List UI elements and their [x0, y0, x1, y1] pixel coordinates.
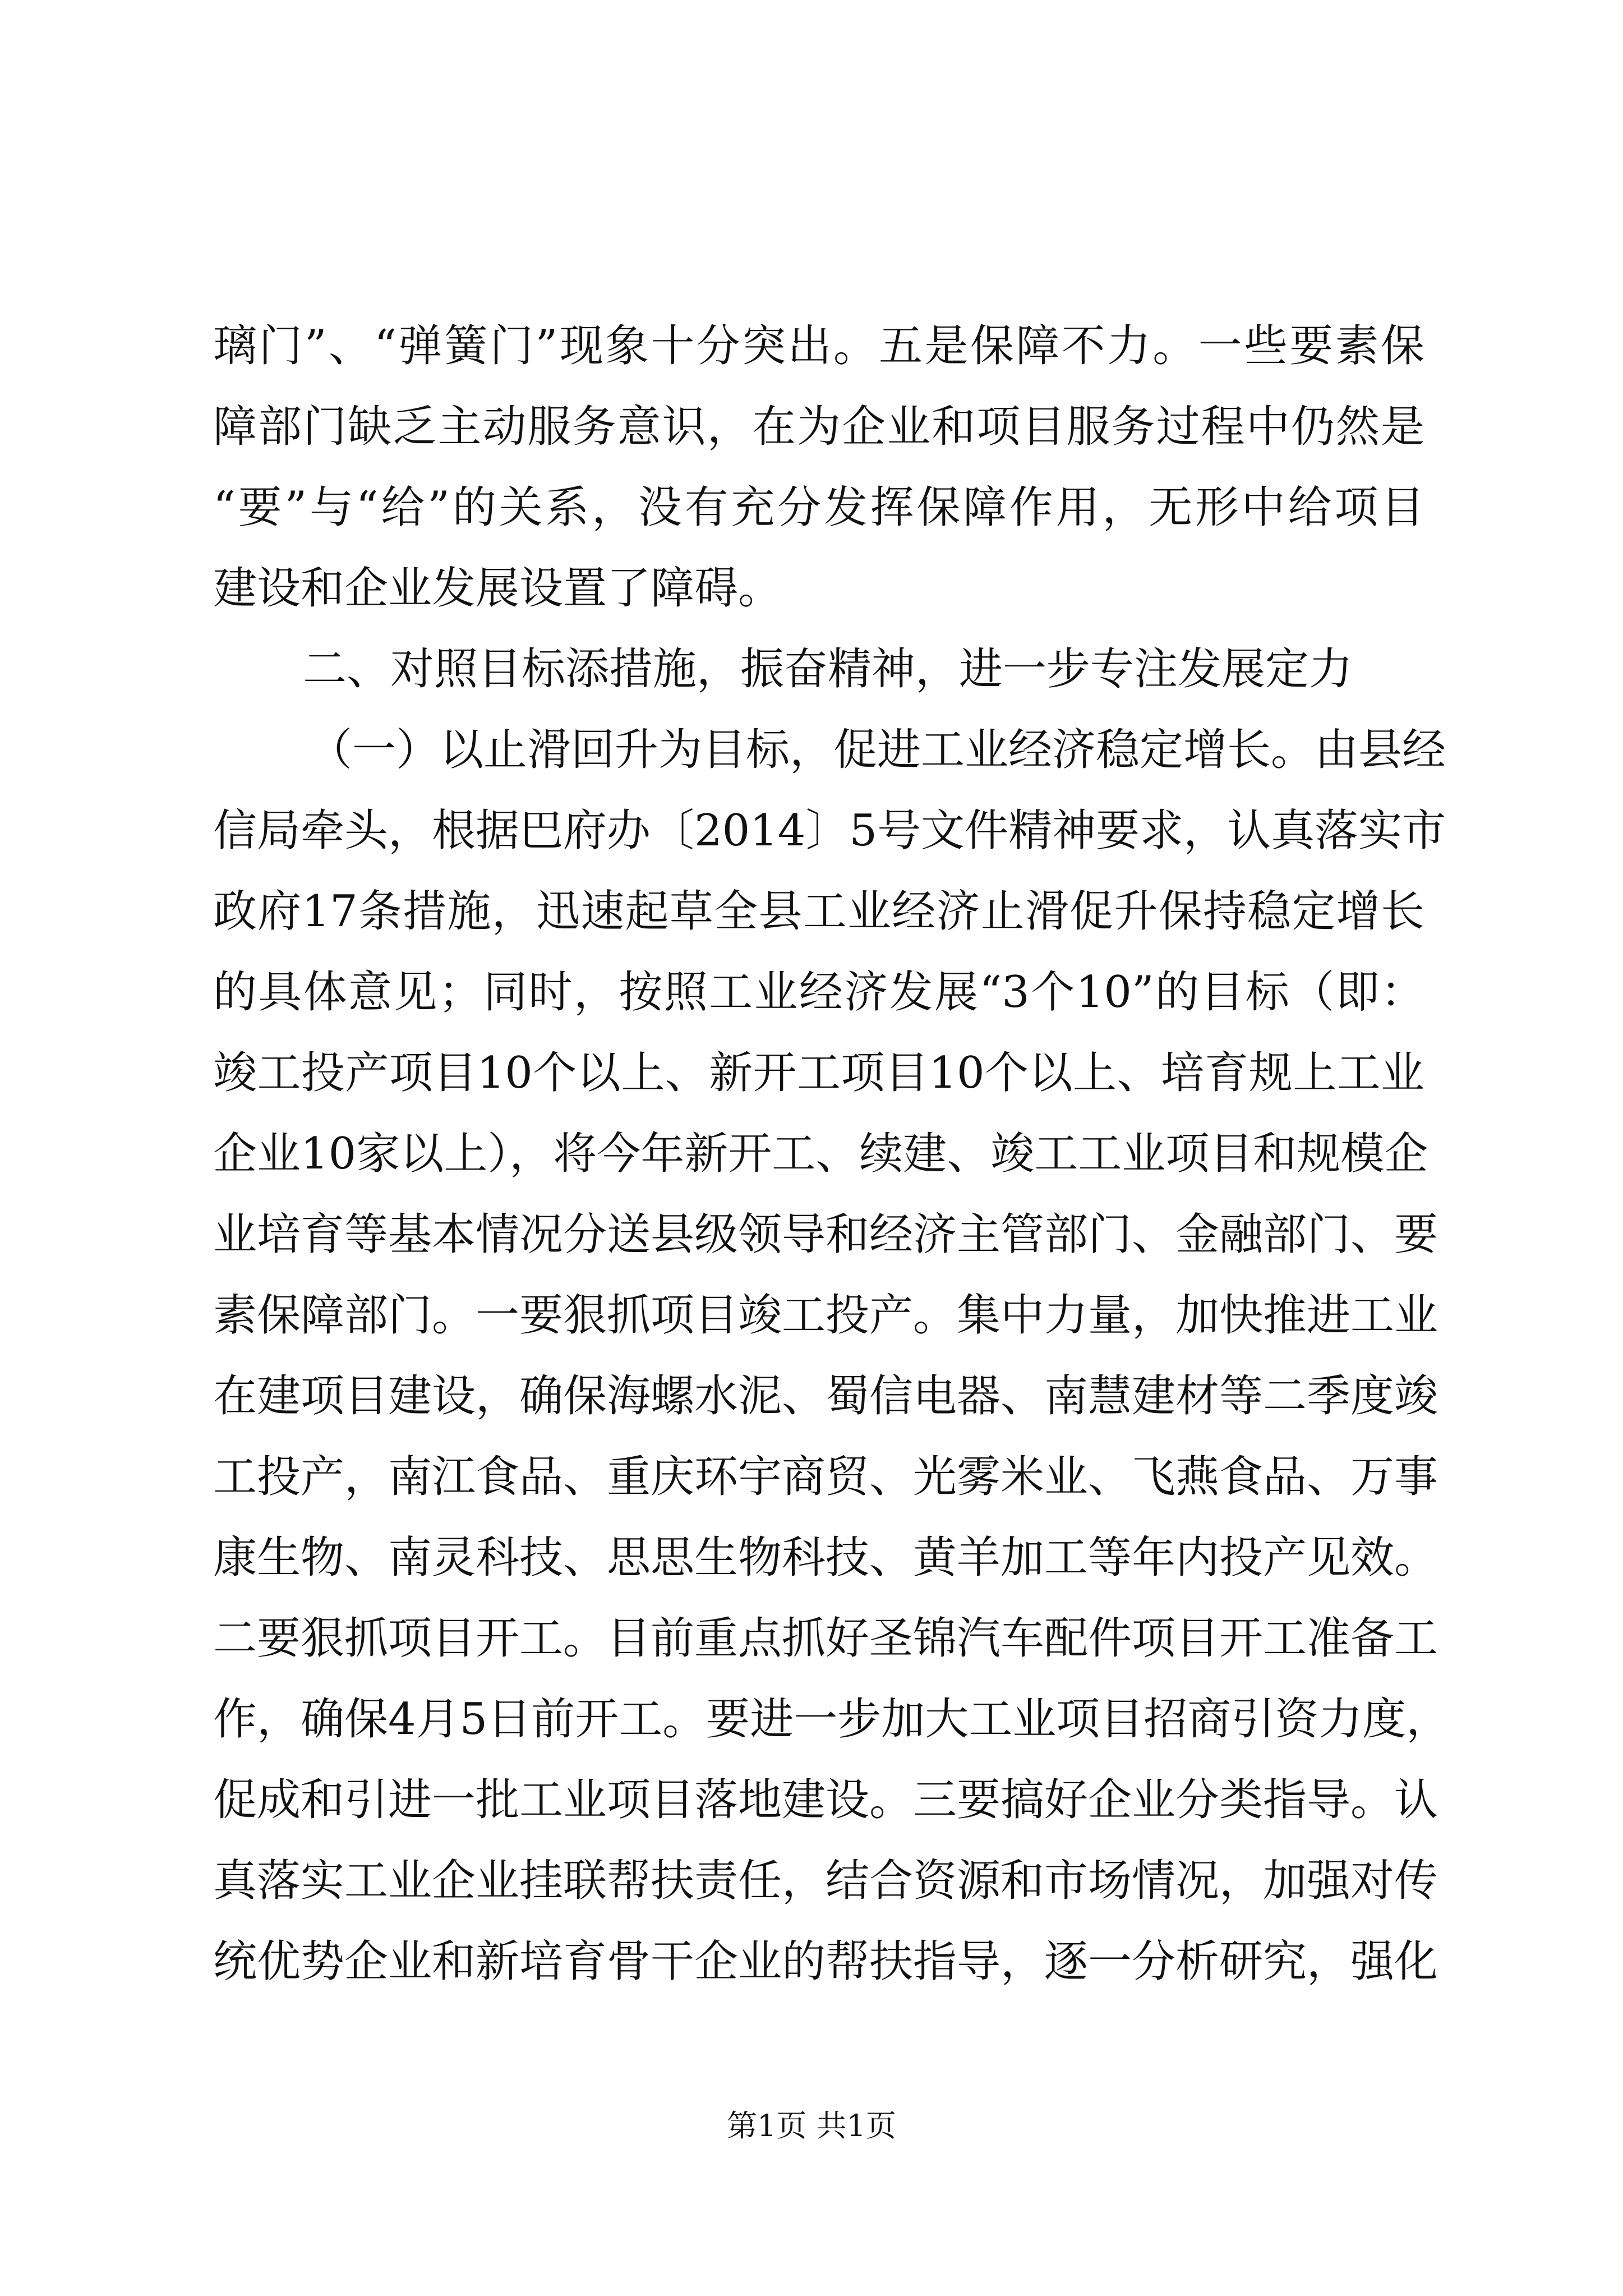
page-footer — [0, 2104, 1623, 2148]
subsection-first-line: （一）以止滑回升为目标，促进工业经济稳定增长。由县经 — [308, 725, 1446, 775]
text-line: 真落实工业企业挂联帮扶责任，结合资源和市场情况，加强对传 — [213, 1856, 1438, 1906]
text-line: 素保障部门。一要狠抓项目竣工投产。集中力量，加快推进工业 — [213, 1290, 1438, 1341]
page-number: 第1页 共1页 — [727, 2108, 896, 2143]
text-line: 的具体意见；同时，按照工业经济发展“3个10”的目标（即： — [213, 967, 1424, 1018]
text-line: 企业10家以上），将今年新开工、续建、竣工工业项目和规模企 — [213, 1129, 1428, 1179]
text-line: 促成和引进一批工业项目落地建设。三要搞好企业分类指导。认 — [213, 1775, 1438, 1825]
text-line: 在建项目建设，确保海螺水泥、蜀信电器、南慧建材等二季度竣 — [213, 1371, 1438, 1421]
text-line: 二要狠抓项目开工。目前重点抓好圣锦汽车配件项目开工准备工 — [213, 1613, 1438, 1664]
text-line: 业培育等基本情况分送县级领导和经济主管部门、金融部门、要 — [213, 1209, 1438, 1260]
section-heading: 二、对照目标添措施，振奋精神，进一步专注发展定力 — [303, 644, 1353, 694]
body-text — [213, 306, 1450, 2002]
text-line: 工投产，南江食品、重庆环宇商贸、光雾米业、飞燕食品、万事 — [213, 1452, 1438, 1502]
text-line: 璃门”、“弹簧门”现象十分突出。五是保障不力。一些要素保 — [213, 321, 1424, 371]
text-line: 障部门缺乏主动服务意识，在为企业和项目服务过程中仍然是 — [213, 402, 1424, 452]
text-line: “要”与“给”的关系，没有充分发挥保障作用，无形中给项目 — [213, 482, 1424, 533]
text-line: 竣工投产项目10个以上、新开工项目10个以上、培育规上工业 — [213, 1048, 1424, 1098]
text-line: 建设和企业发展设置了障碍。 — [213, 563, 782, 614]
text-line: 康生物、南灵科技、思思生物科技、黄羊加工等年内投产见效。 — [213, 1533, 1438, 1583]
text-line: 信局牵头，根据巴府办〔2014〕5号文件精神要求，认真落实市 — [213, 806, 1446, 856]
text-line: 政府17条措施，迅速起草全县工业经济止滑促升保持稳定增长 — [213, 886, 1424, 937]
text-line: 作，确保4月5日前开工。要进一步加大工业项目招商引资力度， — [213, 1694, 1450, 1745]
text-line: 统优势企业和新培育骨干企业的帮扶指导，逐一分析研究，强化 — [213, 1936, 1438, 1987]
